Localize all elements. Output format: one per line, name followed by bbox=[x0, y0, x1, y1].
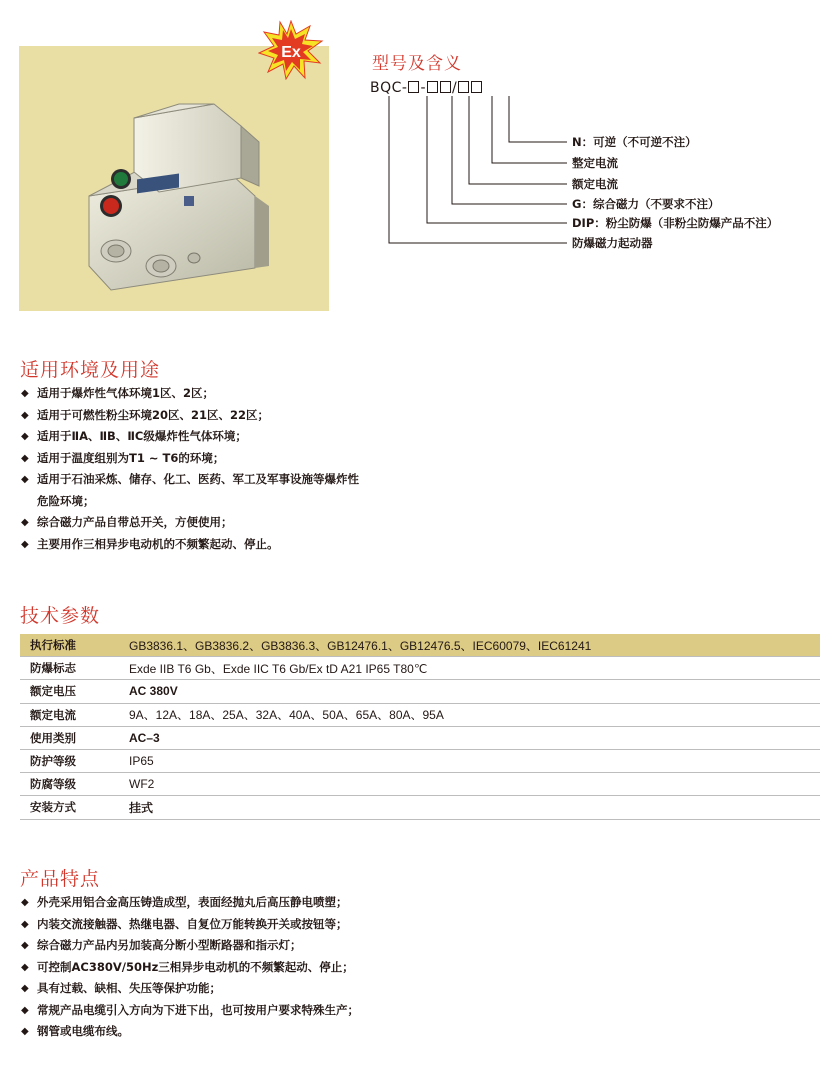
legend-reversible: N：可逆（不可逆不注） bbox=[572, 135, 697, 149]
list-item-continuation: 危险环境； bbox=[37, 493, 95, 508]
diamond-bullet-icon: ◆ bbox=[21, 431, 29, 442]
diamond-bullet-icon: ◆ bbox=[21, 388, 29, 399]
table-row: 额定电压 AC 380V bbox=[20, 680, 820, 703]
legend-rated-current: 额定电流 bbox=[572, 177, 618, 191]
list-item: ◆ 适用于石油采炼、储存、化工、医药、军工及军事设施等爆炸性 bbox=[20, 469, 359, 491]
model-code bbox=[370, 80, 483, 96]
list-item: ◆ 适用于可燃性粉尘环境20区、21区、22区； bbox=[20, 405, 359, 427]
list-item: ◆ 具有过载、缺相、失压等保护功能； bbox=[20, 978, 359, 1000]
code-slot-box bbox=[440, 81, 451, 93]
legend-setting-current: 整定电流 bbox=[572, 156, 618, 170]
params-title: 技术参数 bbox=[20, 605, 101, 627]
list-item: ◆ 内装交流接触器、热继电器、自复位万能转换开关或按钮等； bbox=[20, 914, 359, 936]
environment-list bbox=[20, 383, 359, 555]
list-item: ◆ 适用于爆炸性气体环境1区、2区； bbox=[20, 383, 359, 405]
code-slot-box bbox=[471, 81, 482, 93]
list-item: ◆ 外壳采用铝合金高压铸造成型，表面经抛丸后高压静电喷塑； bbox=[20, 892, 359, 914]
list-item: ◆ 主要用作三相异步电动机的不频繁起动、停止。 bbox=[20, 534, 359, 556]
table-row: 防护等级 IP65 bbox=[20, 749, 820, 772]
model-code-prefix: BQC- bbox=[370, 80, 408, 96]
ex-badge bbox=[258, 20, 324, 80]
model-code-sep2: / bbox=[452, 80, 458, 96]
list-item: ◆ 适用于ⅡA、ⅡB、ⅡC级爆炸性气体环境； bbox=[20, 426, 359, 448]
model-title: 型号及含义 bbox=[372, 54, 462, 74]
diamond-bullet-icon: ◆ bbox=[21, 961, 29, 973]
product-photo bbox=[19, 46, 329, 311]
table-row: 额定电流 9A、12A、18A、25A、32A、40A、50A、65A、80A、95A bbox=[20, 703, 820, 726]
environment-title: 适用环境及用途 bbox=[20, 359, 161, 381]
model-code-sep1: - bbox=[420, 80, 427, 96]
diamond-bullet-icon: ◆ bbox=[21, 983, 29, 994]
diamond-bullet-icon: ◆ bbox=[21, 474, 29, 485]
list-item: ◆ 可控制AC380V/50Hz三相异步电动机的不频繁起动、停止； bbox=[20, 957, 359, 979]
diamond-bullet-icon: ◆ bbox=[21, 452, 29, 464]
diamond-bullet-icon: ◆ bbox=[21, 538, 29, 550]
list-item: ◆ 适用于温度组别为T1 ~ T6的环境； bbox=[20, 448, 359, 470]
list-item: ◆ 综合磁力产品内另加装高分断小型断路器和指示灯； bbox=[20, 935, 359, 957]
diamond-bullet-icon: ◆ bbox=[21, 1026, 29, 1037]
params-table bbox=[20, 634, 820, 820]
diamond-bullet-icon: ◆ bbox=[21, 1004, 29, 1016]
legend-combined-magnetic: G：综合磁力（不要求不注） bbox=[572, 197, 720, 211]
list-item: ◆ 综合磁力产品自带总开关，方便使用； bbox=[20, 512, 359, 534]
features-list bbox=[20, 892, 359, 1043]
table-row: 执行标准 GB3836.1、GB3836.2、GB3836.3、GB12476.1、GB12476.5、IEC60079、IEC61241 bbox=[20, 634, 820, 657]
list-item: ◆ 常规产品电缆引入方向为下进下出，也可按用户要求特殊生产； bbox=[20, 1000, 359, 1022]
list-item: ◆ 钢管或电缆布线。 bbox=[20, 1021, 359, 1043]
table-row: 使用类别 AC–3 bbox=[20, 726, 820, 749]
diamond-bullet-icon: ◆ bbox=[21, 940, 29, 951]
table-row: 安装方式 挂式 bbox=[20, 796, 820, 819]
explosion-proof-starter-image bbox=[19, 46, 329, 311]
table-row: 防爆标志 Exde IIB T6 Gb、Exde IIC T6 Gb/Ex tD A21 IP65 T80℃ bbox=[20, 657, 820, 680]
features-title: 产品特点 bbox=[20, 868, 101, 890]
diamond-bullet-icon: ◆ bbox=[21, 517, 29, 528]
legend-starter: 防爆磁力起动器 bbox=[572, 236, 653, 250]
table-row: 防腐等级 WF2 bbox=[20, 773, 820, 796]
diamond-bullet-icon: ◆ bbox=[21, 918, 29, 930]
ex-badge-text: Ex bbox=[281, 44, 301, 61]
code-slot-box bbox=[458, 81, 469, 93]
diamond-bullet-icon: ◆ bbox=[21, 409, 29, 421]
code-slot-box bbox=[408, 81, 419, 93]
code-slot-box bbox=[427, 81, 438, 93]
diamond-bullet-icon: ◆ bbox=[21, 897, 29, 908]
legend-dust-proof: DIP：粉尘防爆（非粉尘防爆产品不注） bbox=[572, 216, 779, 230]
